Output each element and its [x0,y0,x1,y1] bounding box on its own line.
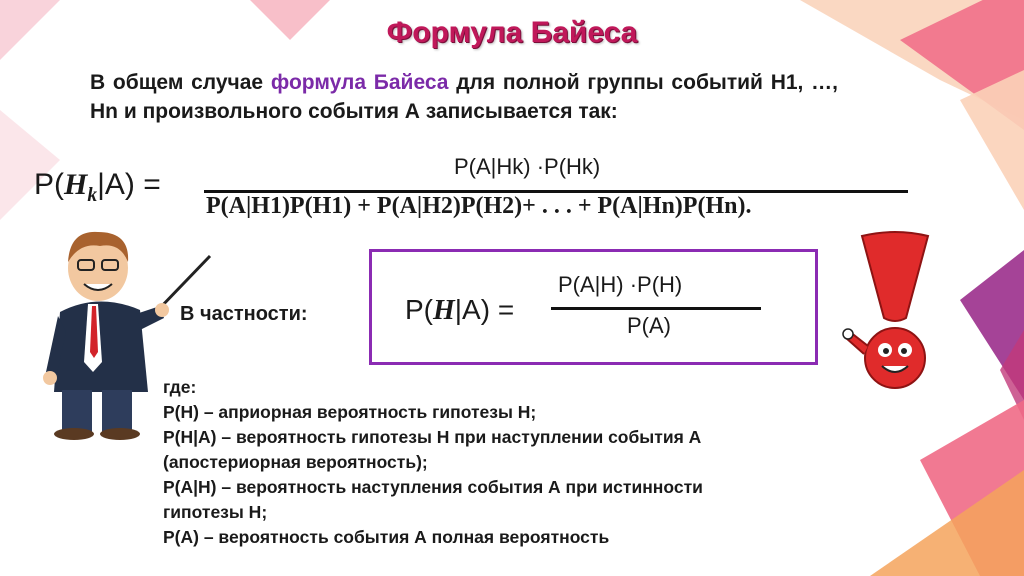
general-formula-lhs [34,168,161,207]
definition-line: где: [163,377,197,397]
lhs-subscript: k [87,185,98,206]
lhs-suffix: |A) = [97,168,161,201]
particular-case-label: В частности: [180,303,308,325]
intro-text-2: для полной группы событий Н1, …, Нn и произвольного события А записывается так: [90,71,838,123]
lhs2-prefix: P( [405,294,433,325]
lhs2-variable: H [433,295,455,326]
exclamation-mark-illustration [840,228,950,398]
slide-title: Формула Байеса [386,16,638,49]
general-formula-numerator: P(A|Hk) ·P(Hk) [454,154,601,179]
lhs2-suffix: |A) = [454,294,515,325]
lhs-variable: H [64,168,88,201]
intro-paragraph [90,68,838,126]
general-formula-denominator: P(A|H1)P(H1) + P(A|H2)P(H2)+ . . . + P(A|Hn)P(Hn). [206,193,752,219]
intro-text-1: В общем случае [90,71,271,94]
definition-line: P(H|A) – вероятность гипотезы Н при наступлении события А [163,427,702,447]
definitions-list [163,375,863,550]
particular-formula-numerator: P(A|H) ·P(H) [558,272,683,297]
particular-formula-lhs [405,294,514,327]
definition-line: (апостериорная вероятность); [163,452,428,472]
definition-line: гипотезы Н; [163,502,268,522]
definition-line: P(A) – вероятность события А полная вероятность [163,527,610,547]
intro-highlight: формула Байеса [270,71,449,94]
lhs-prefix: P( [34,168,64,201]
definition-line: P(H) – априорная вероятность гипотезы Н; [163,402,537,422]
particular-fraction-line [551,307,761,310]
particular-formula-denominator: P(A) [627,313,671,338]
definition-line: P(A|H) – вероятность наступления события А при истинности [163,477,703,497]
